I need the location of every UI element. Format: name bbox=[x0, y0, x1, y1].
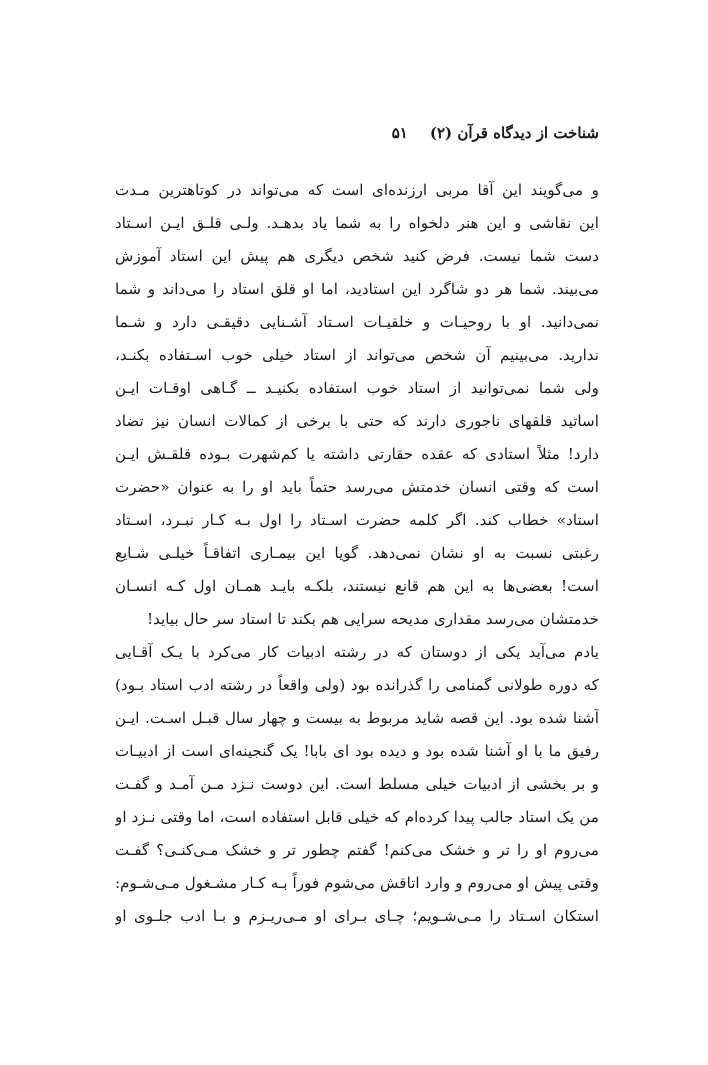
text-line: استکان اسـتاد را مـی‌شـویم؛ چـای بـرای او مـی‌ریـزم و بـا ادب جلـوی او bbox=[115, 907, 599, 925]
text-line: و می‌گویند این آقا مربی ارزنده‌ای است که می‌تواند در کوتاهترین مـدت bbox=[115, 181, 599, 199]
text-line: دارد! مثلاً استادی که عقده حقارتی داشته یا کم‌شهرت بـوده قلقـش ایـن bbox=[115, 445, 599, 463]
text-line: من یک استاد جالب پیدا کرده‌ام که خیلی قابل استفاده است، اما وقتی نـزد او bbox=[115, 808, 599, 826]
text-line: آشنا شده بود. این قصه شاید مربوط به بیست و چهار سال قبـل اسـت. ایـن bbox=[115, 709, 599, 727]
text-line: وقتی پیش او می‌روم و وارد اتاقش می‌شوم فوراً بـه کـار مشـغول مـی‌شـوم: bbox=[115, 874, 599, 892]
text-line: است! بعضی‌ها به این هم قانع نیستند، بلکـه بایـد همـان اول کـه انسـان bbox=[115, 577, 599, 595]
text-line: و بر بخشی از ادبیات خیلی مسلط است. این دوست نـزد مـن آمـد و گفـت bbox=[115, 775, 599, 793]
text-line: که دوره طولانی گمنامی را گذرانده بود (ولی واقعاً در رشته ادب استاد بـود) bbox=[115, 676, 599, 694]
text-line: دست شما نیست. فرض کنید شخص دیگری هم پیش این استاد آموزش bbox=[115, 247, 599, 265]
text-line: این نقاشی و این هنر دلخواه را به شما یاد بدهـد. ولـی قلـق ایـن اسـتاد bbox=[115, 214, 599, 232]
page-header bbox=[115, 120, 599, 146]
running-title: شناخت از دیدگاه قرآن (۲) bbox=[429, 124, 599, 142]
text-line: خدمتشان می‌رسد مقداری مدیحه سرایی هم بکند تا استاد سر حال بیاید! bbox=[146, 610, 599, 628]
body-text bbox=[115, 174, 599, 933]
text-line: نمی‌دانید. او با روحیـات و خلقیـات اسـتاد آشـنایی دقیقـی دارد و شـما bbox=[115, 313, 599, 331]
text-line: ندارید. می‌بینیم آن شخص می‌تواند از استاد خیلی خوب اسـتفاده بکنـد، bbox=[115, 346, 599, 364]
text-line: است که وقتی انسان خدمتش می‌رسد حتماً باید او را به عنوان «حضرت bbox=[115, 478, 599, 496]
text-line: استاد» خطاب کند. اگر کلمه حضرت اسـتاد را اول بـه کـار نبـرد، اسـتاد bbox=[115, 511, 599, 529]
text-line: رغبتی نسبت به او نشان نمی‌دهد. گویا این بیمـاری اتفاقـاً خیلـی شـایع bbox=[115, 544, 599, 562]
text-line: یادم می‌آید یکی از دوستان که در رشته ادبیات کار می‌کرد با یـک آقـایی bbox=[115, 643, 599, 661]
text-line: می‌بیند. شما هر دو شاگرد این استادید، اما او قلق استاد را می‌داند و شما bbox=[115, 280, 599, 298]
text-line: می‌روم او را تر و خشک می‌کنم! گفتم چطور تر و خشک مـی‌کنـی؟ گفـت bbox=[115, 841, 599, 859]
text-line: اساتید قلقهای ناجوری دارند که حتی با برخی از کمالات انسان نیز تضاد bbox=[115, 412, 599, 430]
page-number: ۵۱ bbox=[391, 124, 408, 142]
text-line: ولی شما نمی‌توانید از استاد خوب استفاده بکنیـد ــ گـاهی اوقـات ایـن bbox=[115, 379, 599, 397]
text-line: رفیق ما با او آشنا شده بود و دیده بود ای بابا! یک گنجینه‌ای است از ادبیـات bbox=[115, 742, 599, 760]
